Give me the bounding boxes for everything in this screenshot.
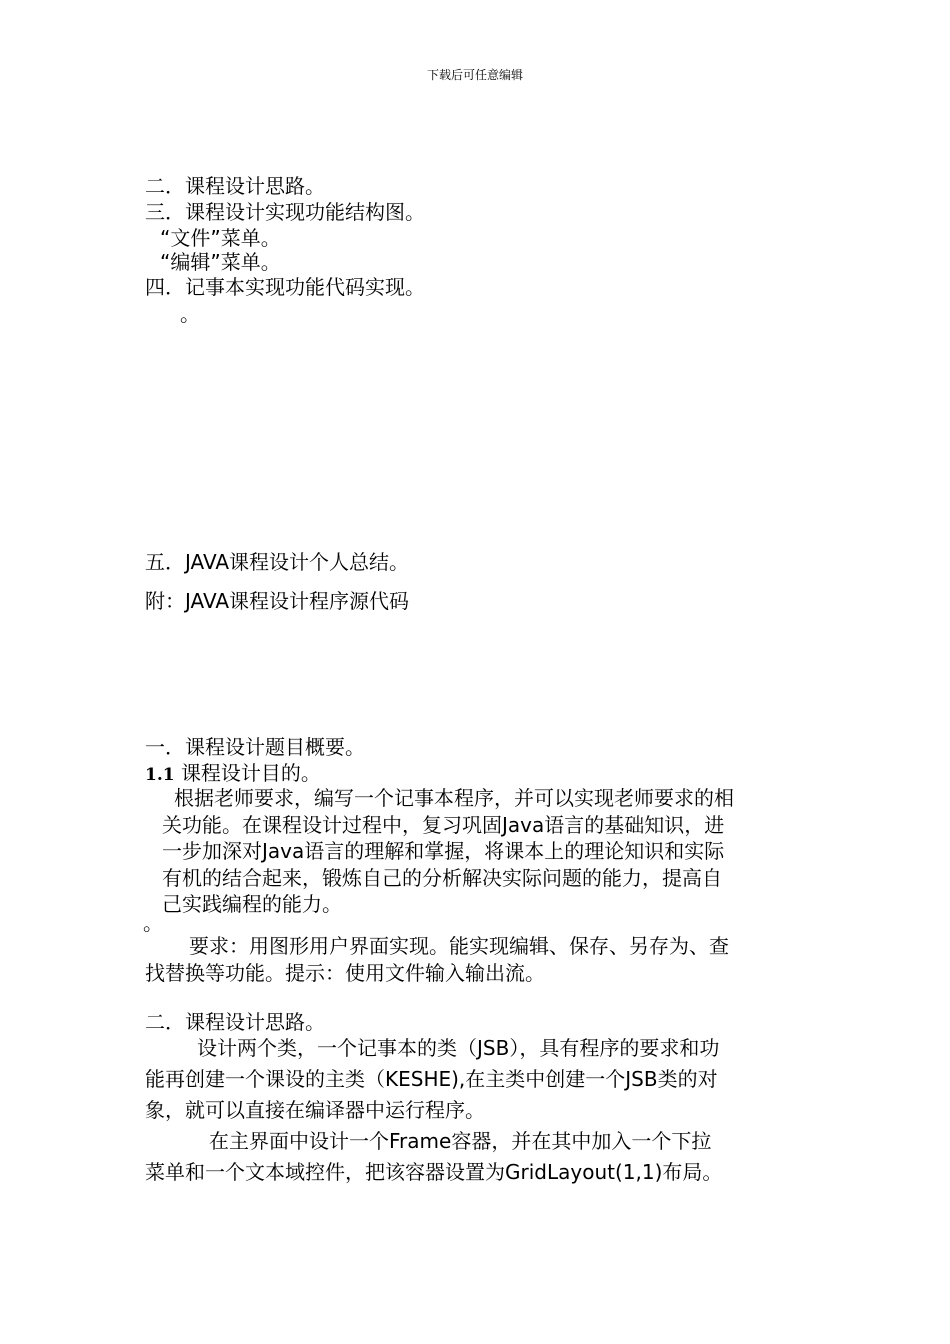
section1-heading: 一．课程设计题目概要。: [145, 735, 365, 759]
para-line: 关功能。在课程设计过程中，复习巩固Java语言的基础知识，进: [162, 812, 725, 837]
toc-item-design-idea: 二．课程设计思路。: [145, 174, 325, 198]
para-line: 己实践编程的能力。: [162, 892, 342, 916]
subheading-title: 课程设计目的。: [180, 761, 321, 785]
para-line: 有机的结合起来，锻炼自己的分析解决实际问题的能力，提高自: [162, 865, 722, 890]
para-line: 象，就可以直接在编译器中运行程序。: [145, 1098, 485, 1122]
section1-dot: 。: [143, 911, 163, 935]
section2-paragraph-2: [145, 1126, 722, 1188]
para-line: 能再创建一个课设的主类（KESHE),在主类中创建一个JSB类的对: [145, 1067, 718, 1091]
toc-item-code-impl: 四．记事本实现功能代码实现。: [145, 275, 425, 299]
toc-item-dot: 。: [180, 302, 200, 326]
toc-item-structure-chart: 三．课程设计实现功能结构图。: [145, 200, 425, 224]
page-header: 下载后可任意编辑: [426, 68, 523, 82]
toc-item-file-menu: “文件”菜单。: [160, 226, 281, 250]
section1-requirement-paragraph: [145, 933, 729, 986]
section2-paragraph-1: [145, 1033, 719, 1126]
para-line: 设计两个类，一个记事本的类（JSB），具有程序的要求和功: [197, 1036, 720, 1060]
para-line: 根据老师要求，编写一个记事本程序，并可以实现老师要求的相: [174, 786, 734, 810]
section2-heading: 二．课程设计思路。: [145, 1010, 325, 1034]
para-line: 在主界面中设计一个Frame容器，并在其中加入一个下拉: [209, 1129, 712, 1153]
subheading-number: 1.1: [145, 765, 175, 785]
para-line: 一步加深对Java语言的理解和掌握，将课本上的理论知识和实际: [162, 839, 725, 863]
toc-item-edit-menu: “编辑”菜单。: [160, 250, 281, 274]
section1-purpose-paragraph: [162, 785, 734, 918]
toc-item-appendix: 附：JAVA课程设计程序源代码: [145, 589, 410, 613]
section1-subheading: [145, 760, 321, 788]
para-line: 菜单和一个文本域控件，把该容器设置为GridLayout(1,1)布局。: [145, 1160, 723, 1184]
toc-item-summary: 五．JAVA课程设计个人总结。: [145, 550, 410, 574]
para-line: 要求：用图形用户界面实现。能实现编辑、保存、另存为、查: [189, 934, 729, 958]
para-line: 找替换等功能。提示：使用文件输入输出流。: [145, 960, 545, 985]
